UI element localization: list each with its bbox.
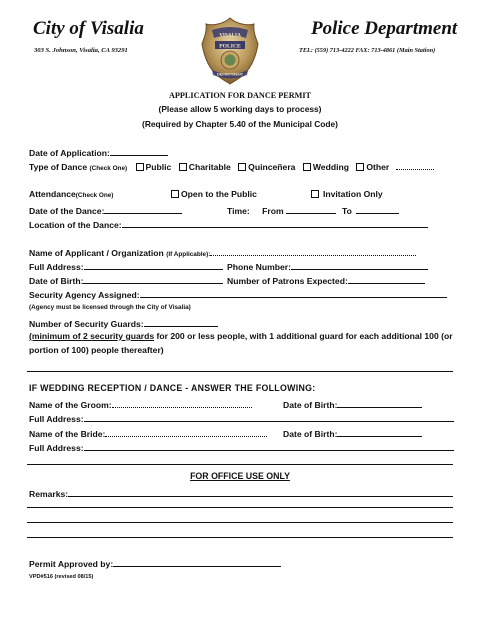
groom-address-label: Full Address: [29, 414, 84, 424]
time-from-field[interactable] [286, 204, 336, 214]
applicant-field[interactable] [210, 246, 416, 256]
location-field[interactable] [122, 218, 428, 228]
bride-row [29, 427, 267, 439]
groom-address-field[interactable] [84, 412, 454, 422]
approved-row [29, 557, 281, 569]
time-label: Time: [227, 206, 250, 216]
open-to-public-option [171, 189, 257, 199]
time-row [227, 204, 399, 216]
attendance-label: Attendance [29, 189, 76, 199]
if-applicable-note: (If Applicable): [166, 251, 211, 258]
date-of-application-row [29, 146, 168, 158]
remarks-line-2[interactable] [27, 507, 453, 508]
wedding-option-label: Wedding [312, 162, 349, 172]
office-heading-wrap [0, 471, 480, 481]
security-guards-label: Number of Security Guards: [29, 319, 144, 329]
public-option-label: Public [145, 162, 172, 172]
city-address: 303 S. Johnson, Visalia, CA 93291 [34, 47, 128, 54]
quinceanera-checkbox[interactable] [238, 163, 246, 171]
type-of-dance-label: Type of Dance [29, 162, 88, 172]
agency-note: (Agency must be licensed through the City of Visalia) [29, 304, 191, 311]
invitation-only-label: Invitation Only [323, 189, 383, 199]
other-option-label: Other [366, 162, 390, 172]
bride-address-label: Full Address: [29, 443, 84, 453]
patrons-label: Number of Patrons Expected: [227, 276, 348, 286]
svg-text:VISALIA: VISALIA [219, 32, 241, 39]
dob-row [29, 274, 223, 286]
location-row [29, 218, 428, 230]
other-checkbox[interactable] [356, 163, 364, 171]
remarks-field[interactable] [68, 487, 453, 497]
full-address-row [29, 260, 223, 272]
charitable-option-label: Charitable [188, 162, 231, 172]
remarks-label: Remarks: [29, 489, 69, 499]
patrons-field[interactable] [348, 274, 425, 284]
date-of-application-field[interactable] [110, 146, 168, 156]
guards-requirement-note [29, 331, 453, 341]
full-address-field[interactable] [84, 260, 223, 270]
security-agency-label: Security Agency Assigned: [29, 290, 140, 300]
code-note: (Required by Chapter 5.40 of the Municipal Code) [142, 119, 338, 129]
groom-dob-field[interactable] [337, 398, 422, 408]
phone-row [227, 260, 428, 272]
groom-address-row [29, 412, 454, 424]
other-specify-field[interactable] [396, 160, 434, 170]
to-label: To [342, 206, 352, 216]
applicant-label: Name of Applicant / Organization [29, 248, 164, 258]
groom-dob-row [283, 398, 422, 410]
open-to-public-checkbox[interactable] [171, 190, 179, 198]
dob-field[interactable] [83, 274, 223, 284]
groom-dob-label: Date of Birth: [283, 400, 338, 410]
remarks-line-4[interactable] [27, 537, 453, 538]
applicant-row [29, 246, 416, 258]
security-guards-field[interactable] [144, 317, 218, 327]
office-divider [27, 464, 453, 465]
processing-note: (Please allow 5 working days to process) [158, 104, 322, 114]
location-label: Location of the Dance: [29, 220, 122, 230]
bride-dob-label: Date of Birth: [283, 429, 338, 439]
svg-text:DEPARTMENT: DEPARTMENT [216, 72, 244, 77]
groom-row [29, 398, 252, 410]
invitation-only-checkbox[interactable] [311, 190, 319, 198]
invitation-only-option [311, 189, 383, 199]
dob-label: Date of Birth: [29, 276, 84, 286]
date-of-dance-row [29, 204, 182, 216]
open-to-public-label: Open to the Public [181, 189, 257, 199]
office-heading: FOR OFFICE USE ONLY [190, 471, 290, 481]
form-id: VPD#516 (revised 08/15) [29, 574, 94, 580]
patrons-row [227, 274, 425, 286]
security-agency-row [29, 288, 447, 300]
approved-field[interactable] [113, 557, 281, 567]
remarks-line-3[interactable] [27, 522, 453, 523]
bride-address-row [29, 441, 454, 453]
public-checkbox[interactable] [136, 163, 144, 171]
bride-address-field[interactable] [84, 441, 454, 451]
type-of-dance-row [29, 160, 434, 172]
department-name: Police Department [311, 18, 458, 39]
approved-label: Permit Approved by: [29, 559, 114, 569]
from-label: From [262, 206, 284, 216]
full-address-label: Full Address: [29, 262, 84, 272]
department-phone: TEL: (559) 713-4222 FAX: 713-4861 (Main Station) [299, 47, 436, 54]
phone-field[interactable] [291, 260, 428, 270]
badge-icon [198, 16, 262, 86]
bride-label: Name of the Bride: [29, 429, 106, 439]
bride-field[interactable] [105, 427, 267, 437]
wedding-heading: IF WEDDING RECEPTION / DANCE - ANSWER THE FOLLOWING: [29, 383, 316, 393]
phone-label: Phone Number: [227, 262, 291, 272]
section-divider [27, 371, 453, 372]
groom-field[interactable] [112, 398, 252, 408]
time-to-field[interactable] [356, 204, 399, 214]
security-agency-field[interactable] [140, 288, 447, 298]
wedding-checkbox[interactable] [303, 163, 311, 171]
remarks-row [29, 487, 453, 499]
city-name: City of Visalia [33, 18, 144, 39]
guards-note-line2: portion of 100) people thereafter) [29, 345, 164, 355]
form-title: APPLICATION FOR DANCE PERMIT [169, 91, 311, 100]
bride-dob-row [283, 427, 422, 439]
police-badge-logo [198, 16, 262, 86]
security-guards-row [29, 317, 218, 329]
bride-dob-field[interactable] [337, 427, 422, 437]
date-of-application-label: Date of Application: [29, 148, 110, 158]
attendance-check-one-note: (Check One) [75, 192, 114, 199]
guards-note-rest: for 200 or less people, with 1 additional guard for each additional 100 (or [154, 331, 453, 341]
check-one-note: (Check One) [89, 165, 128, 172]
groom-label: Name of the Groom: [29, 400, 112, 410]
date-of-dance-label: Date of the Dance: [29, 206, 105, 216]
charitable-checkbox[interactable] [179, 163, 187, 171]
svg-text:POLICE: POLICE [219, 43, 241, 50]
date-of-dance-field[interactable] [104, 204, 182, 214]
quinceanera-option-label: Quinceñera [248, 162, 296, 172]
attendance-row [29, 189, 113, 199]
guards-minimum-underlined: (minimum of 2 security guards [29, 331, 155, 341]
